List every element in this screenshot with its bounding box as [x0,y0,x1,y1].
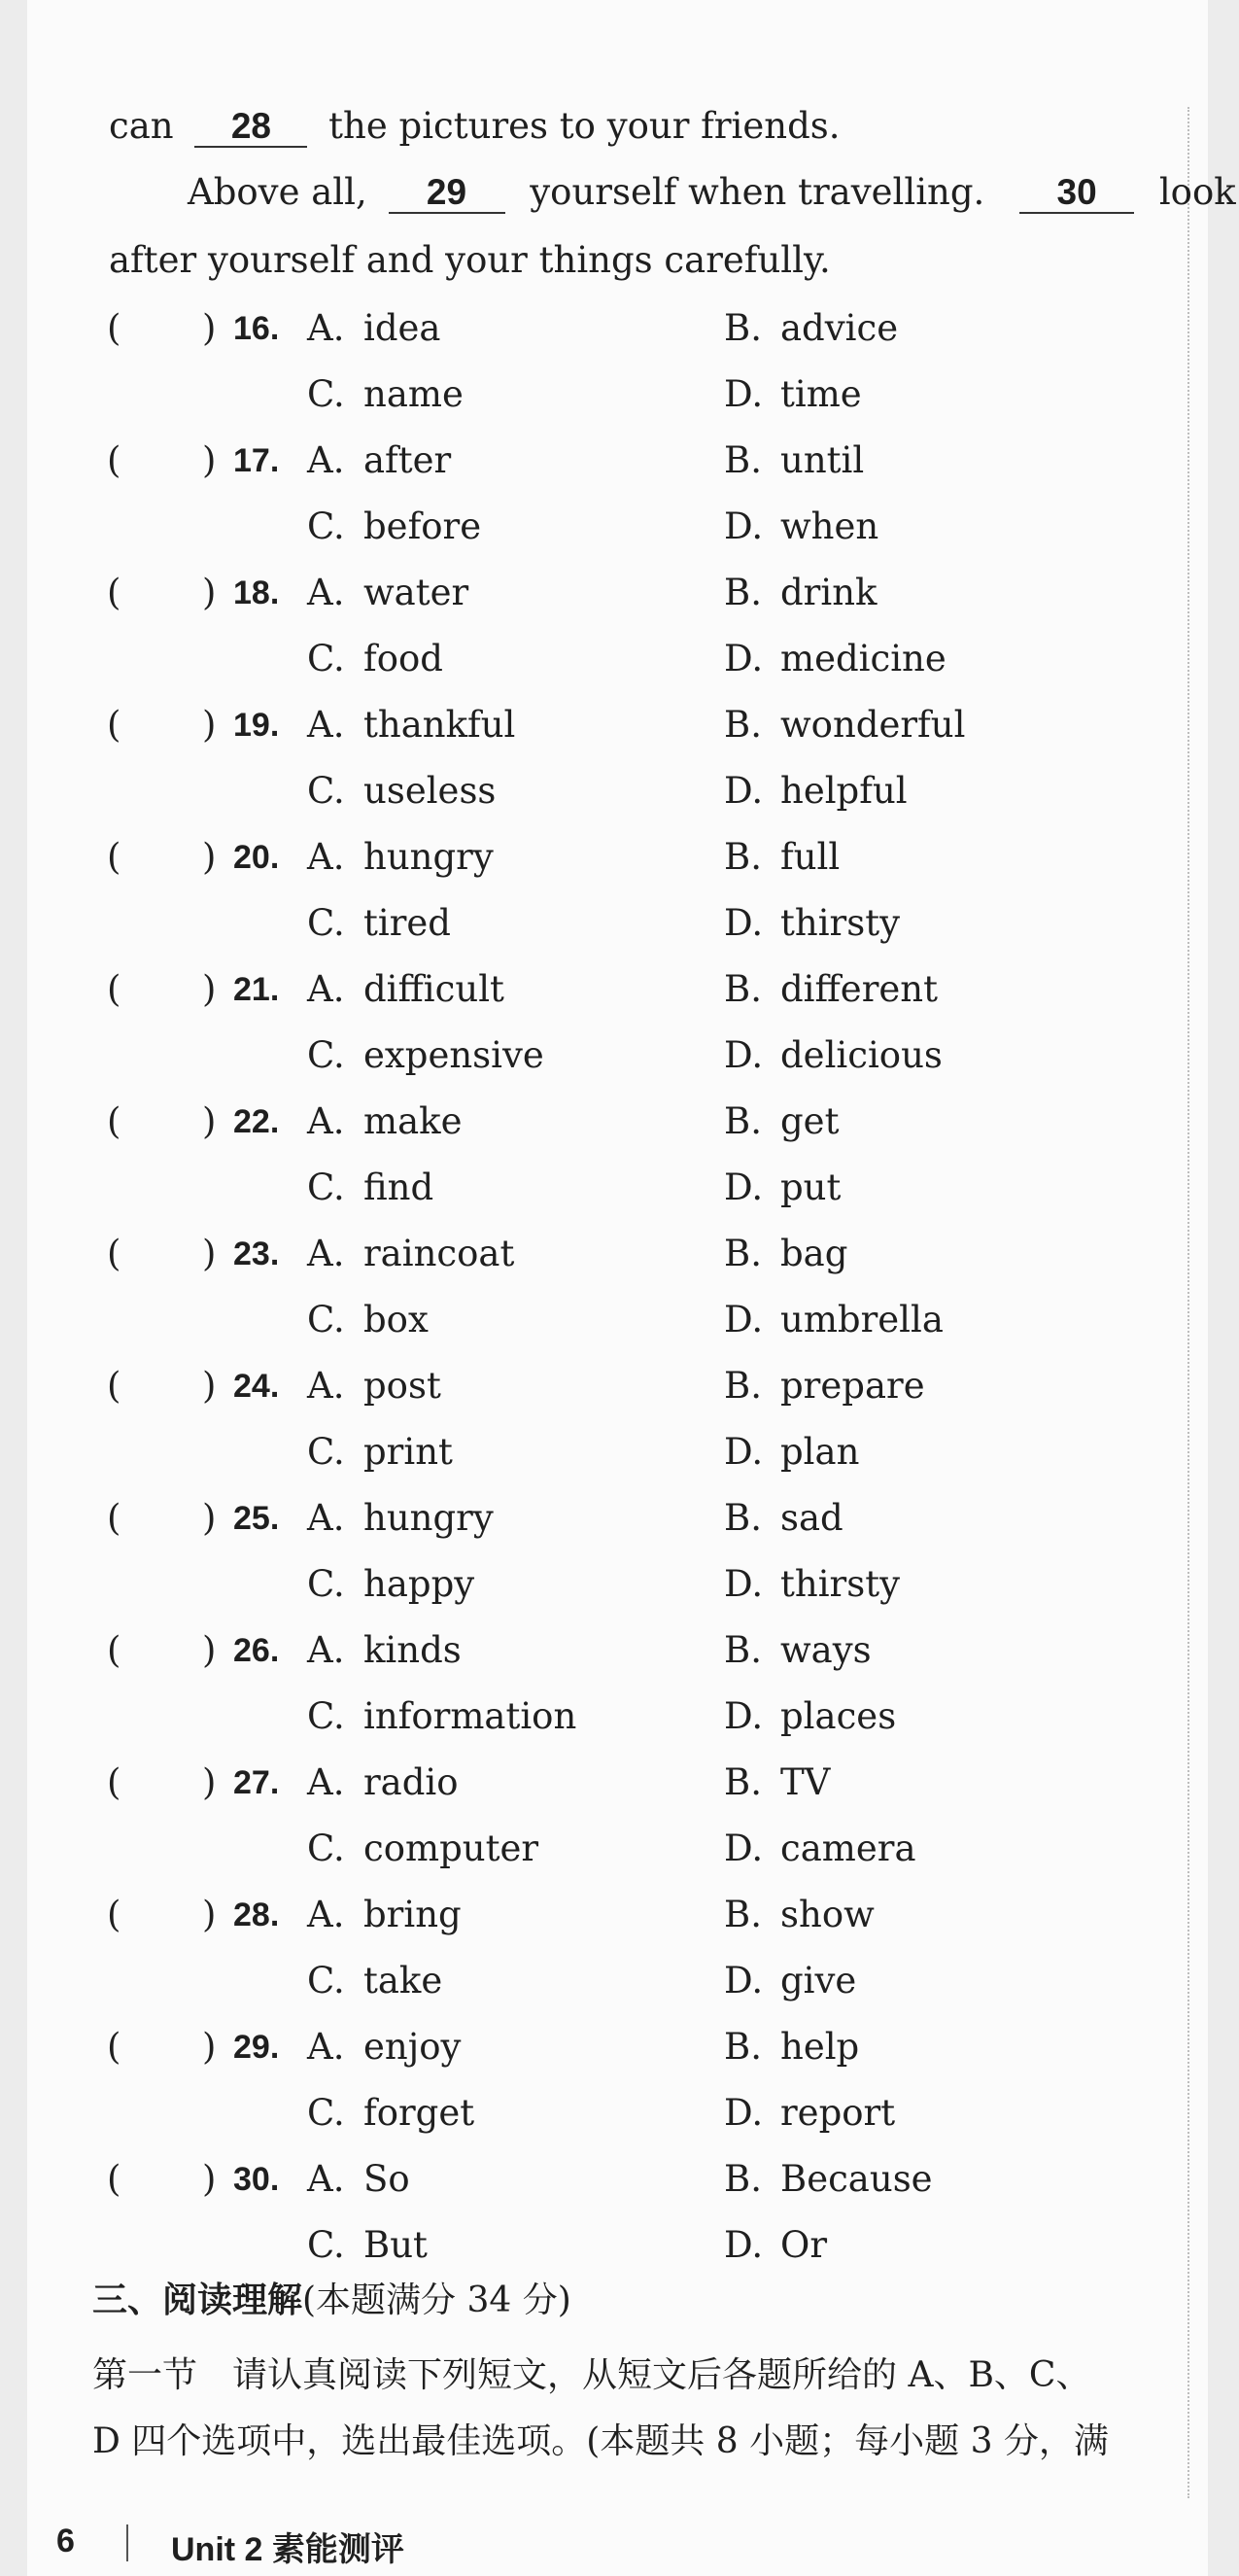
option-d: D. Or [724,2224,828,2266]
question-row [0,307,1239,350]
unit-label: Unit 2 素能测评 [171,2531,404,2568]
question-row-cont [0,1960,1239,2002]
option-a: A. raincoat [307,1233,515,1274]
section-heading [92,2280,571,2322]
option-c: C. name [307,373,464,415]
answer-paren-close: ) [202,1100,217,1142]
option-a: A. make [307,1100,463,1142]
question-number: 17. [233,442,280,479]
passage-text: Above all, [188,171,367,213]
question-row [0,1100,1239,1143]
answer-paren-close: ) [202,1761,217,1803]
section-title: 三、阅读理解 [92,2280,303,2320]
option-d: D. delicious [724,1034,943,1076]
answer-paren-open: ( [107,1629,121,1671]
option-a: A. post [307,1365,441,1407]
option-b: B. advice [724,307,899,349]
option-a: A. water [307,572,469,613]
question-row-cont [0,638,1239,680]
answer-paren-close: ) [202,1497,217,1539]
answer-paren-open: ( [107,836,121,878]
answer-paren-open: ( [107,439,121,481]
question-row [0,1629,1239,1672]
question-row-cont [0,1166,1239,1209]
passage-text: can [109,105,174,147]
question-row [0,836,1239,879]
answer-paren-close: ) [202,2158,217,2200]
option-b: B. sad [724,1497,843,1539]
question-row-cont [0,1563,1239,1606]
option-d: D. put [724,1166,842,1208]
option-c: C. food [307,638,443,679]
option-d: D. thirsty [724,902,900,944]
option-a: A. enjoy [307,2026,462,2068]
answer-paren-close: ) [202,836,217,878]
question-number: 21. [233,971,280,1008]
option-d: D. places [724,1695,897,1737]
answer-paren-close: ) [202,439,217,481]
question-row [0,1233,1239,1275]
option-b: B. TV [724,1761,831,1803]
option-c: C. take [307,1960,443,2002]
question-row-cont [0,373,1239,416]
option-b: B. bag [724,1233,848,1274]
answer-paren-open: ( [107,1761,121,1803]
option-c: C. print [307,1431,453,1473]
option-b: B. full [724,836,841,878]
question-number: 27. [233,1764,280,1801]
option-d: D. give [724,1960,857,2002]
answer-paren-open: ( [107,2158,121,2200]
option-b: B. drink [724,572,878,613]
page-number: 6 [56,2523,75,2559]
option-c: C. useless [307,770,497,812]
option-c: C. box [307,1299,429,1340]
option-d: D. helpful [724,770,908,812]
answer-paren-open: ( [107,1365,121,1407]
answer-paren-close: ) [202,1233,217,1274]
option-a: A. kinds [307,1629,462,1671]
option-b: B. get [724,1100,840,1142]
option-a: A. hungry [307,836,494,878]
question-row [0,572,1239,614]
option-d: D. when [724,505,879,547]
question-number: 22. [233,1103,280,1140]
question-row [0,2026,1239,2069]
question-row-cont [0,2092,1239,2135]
option-b: B. show [724,1894,875,1935]
option-c: C. But [307,2224,428,2266]
option-d: D. report [724,2092,896,2134]
option-a: A. hungry [307,1497,494,1539]
answer-paren-close: ) [202,704,217,746]
blank-28: 28 [194,107,307,148]
option-c: C. happy [307,1563,475,1605]
option-b: B. ways [724,1629,872,1671]
answer-paren-open: ( [107,307,121,349]
answer-paren-open: ( [107,1233,121,1274]
question-row-cont [0,1828,1239,1870]
question-row [0,1894,1239,1936]
answer-paren-open: ( [107,704,121,746]
option-b: B. different [724,968,938,1010]
option-d: D. time [724,373,862,415]
answer-paren-open: ( [107,968,121,1010]
question-number: 29. [233,2029,280,2066]
question-row [0,1761,1239,1804]
question-row [0,2158,1239,2201]
question-number: 26. [233,1632,280,1669]
blank-30: 30 [1019,173,1134,214]
passage-line-1 [109,105,841,148]
footer-divider [126,2524,128,2561]
option-b: B. wonderful [724,704,966,746]
question-row-cont [0,505,1239,548]
option-a: A. thankful [307,704,516,746]
question-row [0,704,1239,747]
passage-line-3: after yourself and your things carefully. [109,239,831,281]
answer-paren-open: ( [107,1497,121,1539]
question-row [0,1365,1239,1408]
question-row [0,1497,1239,1540]
question-number: 18. [233,574,280,611]
answer-paren-close: ) [202,1365,217,1407]
question-row-cont [0,770,1239,813]
answer-paren-close: ) [202,307,217,349]
section-subtitle: (本题满分 34 分) [302,2280,571,2320]
option-a: A. difficult [307,968,504,1010]
passage-text: look [1158,171,1236,213]
answer-paren-close: ) [202,1894,217,1935]
option-c: C. forget [307,2092,475,2134]
option-d: D. camera [724,1828,916,1869]
answer-paren-close: ) [202,968,217,1010]
question-row [0,439,1239,482]
answer-paren-open: ( [107,572,121,613]
option-c: C. information [307,1695,577,1737]
option-d: D. thirsty [724,1563,900,1605]
question-row-cont [0,1299,1239,1341]
question-row-cont [0,1695,1239,1738]
option-b: B. Because [724,2158,933,2200]
option-a: A. idea [307,307,441,349]
question-row-cont [0,2224,1239,2267]
instruction-line-2: D 四个选项中，选出最佳选项。(本题共 8 小题；每小题 3 分，满 [92,2421,1109,2461]
option-a: A. after [307,439,452,481]
option-b: B. help [724,2026,860,2068]
instruction-line-1: 第一节 请认真阅读下列短文，从短文后各题所给的 A、B、C、 [92,2355,1091,2395]
option-c: C. computer [307,1828,539,1869]
answer-paren-close: ) [202,1629,217,1671]
option-c: C. tired [307,902,451,944]
question-number: 30. [233,2161,280,2198]
answer-paren-open: ( [107,1894,121,1935]
answer-paren-close: ) [202,2026,217,2068]
option-c: C. find [307,1166,434,1208]
option-d: D. umbrella [724,1299,944,1340]
question-number: 23. [233,1236,280,1272]
option-c: C. before [307,505,482,547]
passage-text: yourself when travelling. [530,171,985,213]
question-row [0,968,1239,1011]
answer-paren-close: ) [202,572,217,613]
question-number: 28. [233,1897,280,1933]
answer-paren-open: ( [107,1100,121,1142]
option-a: A. bring [307,1894,462,1935]
passage-text: the pictures to your friends. [328,105,841,147]
blank-29: 29 [389,173,505,214]
option-b: B. prepare [724,1365,925,1407]
option-d: D. plan [724,1431,860,1473]
question-row-cont [0,1034,1239,1077]
option-a: A. So [307,2158,410,2200]
option-c: C. expensive [307,1034,544,1076]
question-row-cont [0,902,1239,945]
question-number: 25. [233,1500,280,1537]
question-number: 24. [233,1368,280,1405]
option-d: D. medicine [724,638,946,679]
question-number: 19. [233,707,280,744]
option-b: B. until [724,439,865,481]
option-a: A. radio [307,1761,459,1803]
question-number: 20. [233,839,280,876]
answer-paren-open: ( [107,2026,121,2068]
passage-line-2 [188,171,1236,214]
question-number: 16. [233,310,280,347]
question-row-cont [0,1431,1239,1474]
